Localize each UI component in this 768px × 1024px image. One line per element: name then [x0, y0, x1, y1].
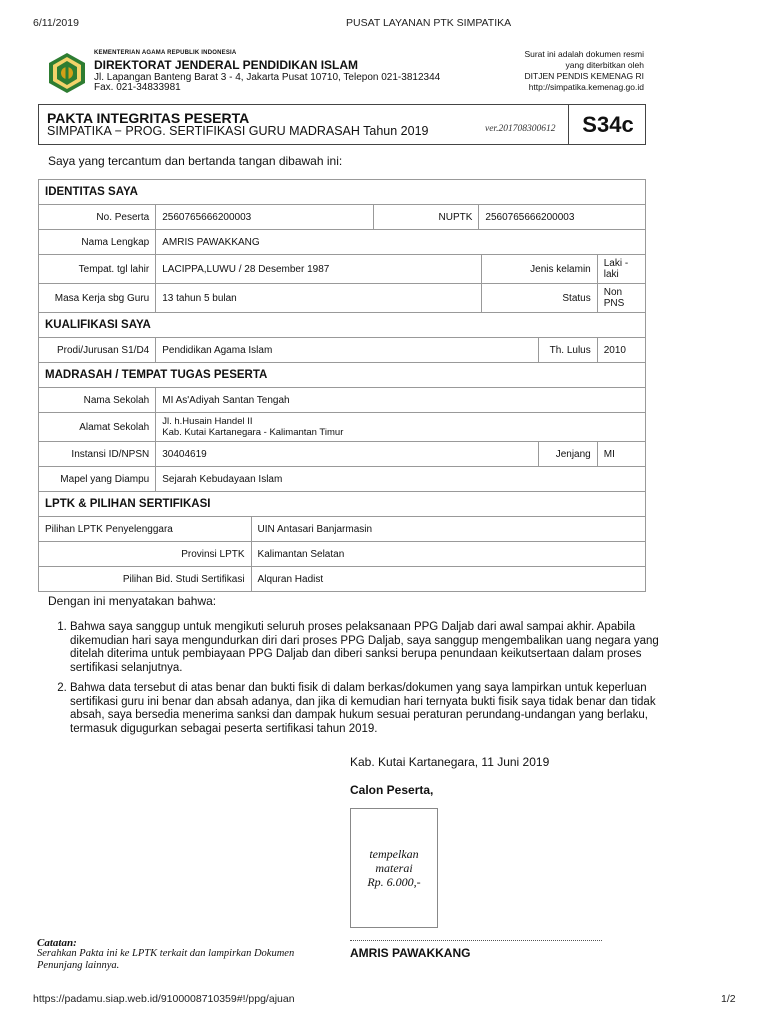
table-row: [39, 542, 646, 567]
note-line: DITJEN PENDIS KEMENAG RI: [524, 71, 644, 81]
statement-list: [55, 621, 660, 743]
value-jenis-kelamin: Laki - laki: [597, 255, 645, 284]
value-th-lulus: 2010: [597, 338, 645, 363]
signature-line: [350, 940, 602, 941]
section-row: [39, 363, 646, 388]
value-nama: AMRIS PAWAKKANG: [156, 230, 646, 255]
document-subtitle: SIMPATIKA − PROG. SERTIFIKASI GURU MADRASAH Tahun 2019: [47, 124, 429, 138]
signer-caption: Calon Peserta,: [350, 783, 434, 797]
section-row: [39, 180, 646, 205]
value-no-peserta: 2560765666200003: [156, 205, 374, 230]
table-row: [39, 284, 646, 313]
intro-text: Saya yang tercantum dan bertanda tangan dibawah ini:: [48, 154, 343, 168]
place-date: Kab. Kutai Kartanegara, 11 Juni 2019: [350, 755, 550, 769]
table-row: [39, 338, 646, 363]
alamat-line-2: Kab. Kutai Kartanegara - Kalimantan Timur: [162, 427, 344, 438]
value-prodi: Pendidikan Agama Islam: [156, 338, 538, 363]
value-lptk: UIN Antasari Banjarmasin: [251, 517, 645, 542]
value-masa-kerja: 13 tahun 5 bulan: [156, 284, 481, 313]
value-provinsi: Kalimantan Selatan: [251, 542, 645, 567]
alamat-line-1: Jl. h.Husain Handel II: [162, 416, 253, 427]
note-line: http://simpatika.kemenag.go.id: [528, 82, 644, 92]
section-row: [39, 492, 646, 517]
value-status: Non PNS: [597, 284, 645, 313]
label-status: Status: [481, 284, 597, 313]
notes-title: Catatan:: [37, 937, 77, 949]
note-line: yang diterbitkan oleh: [565, 60, 644, 70]
table-row: [39, 413, 646, 442]
table-row: [39, 442, 646, 467]
participant-data-table: [38, 179, 646, 592]
value-nama-sekolah: MI As'Adiyah Santan Tengah: [156, 388, 646, 413]
section-kualifikasi: KUALIFIKASI SAYA: [39, 313, 646, 338]
section-madrasah: MADRASAH / TEMPAT TUGAS PESERTA: [39, 363, 646, 388]
label-mapel: Mapel yang Diampu: [39, 467, 156, 492]
table-row: [39, 517, 646, 542]
statement-point: 1. Bahwa saya sanggup untuk mengikuti seluruh proses pelaksanaan PPG Daljab dari awal sampai akhir. Apabila dikemudian hari saya mengundurkan diri dari proses PPG Daljab, saya sanggup mengembalikan uang negara yang ditelah diterima untuk pembiayaan PPG Daljab dan diberi sanksi berupa penundaan keikutsertaan dalam proses sertifikasi selanjutnya.: [70, 621, 660, 675]
print-page-number: 1/2: [721, 993, 736, 1005]
address-line-1: Jl. Lapangan Banteng Barat 3 - 4, Jakarta Pusat 10710, Telepon 021-3812344: [94, 72, 441, 83]
value-mapel: Sejarah Kebudayaan Islam: [156, 467, 646, 492]
statement-intro: Dengan ini menyatakan bahwa:: [48, 594, 217, 608]
statement-point: 2. Bahwa data tersebut di atas benar dan bukti fisik di dalam berkas/dokumen yang saya lampirkan untuk keperluan sertifikasi guru ini benar dan absah adanya, dan jika di kemudian hari ternyata bukti fisik saya tidak benar dan tidak absah, saya bersedia menerima sanksi dan dampak hukum sesuai peraturan perundang-undangan yang berlaku, termasuk digugurkan sebagai peserta sertifikasi tahun 2019.: [70, 682, 660, 736]
document-version: ver.201708300612: [485, 124, 556, 134]
table-row: [39, 567, 646, 592]
label-jenis-kelamin: Jenis kelamin: [481, 255, 597, 284]
table-row: [39, 230, 646, 255]
stamp-placeholder: [350, 808, 438, 928]
table-row: [39, 467, 646, 492]
note-line: Surat ini adalah dokumen resmi: [524, 49, 644, 59]
label-bidang: Pilihan Bid. Studi Sertifikasi: [39, 567, 252, 592]
label-jenjang: Jenjang: [538, 442, 597, 467]
section-row: [39, 313, 646, 338]
label-npsn: Instansi ID/NPSN: [39, 442, 156, 467]
label-nuptk: NUPTK: [374, 205, 479, 230]
label-ttl: Tempat. tgl lahir: [39, 255, 156, 284]
address-line-2: Fax. 021-34833981: [94, 82, 181, 93]
print-url: https://padamu.siap.web.id/9100008710359#!/ppg/ajuan: [33, 993, 295, 1005]
directorate-name: DIREKTORAT JENDERAL PENDIDIKAN ISLAM: [94, 58, 359, 72]
notes-text: Serahkan Pakta ini ke LPTK terkait dan lampirkan Dokumen Penunjang lainnya.: [37, 948, 295, 971]
kemenag-logo-icon: [46, 52, 88, 94]
value-bidang: Alquran Hadist: [251, 567, 645, 592]
label-lptk: Pilihan LPTK Penyelenggara: [39, 517, 252, 542]
label-prodi: Prodi/Jurusan S1/D4: [39, 338, 156, 363]
document-code: S34c: [568, 105, 647, 144]
label-masa-kerja: Masa Kerja sbg Guru: [39, 284, 156, 313]
table-row: [39, 388, 646, 413]
label-th-lulus: Th. Lulus: [538, 338, 597, 363]
value-alamat-sekolah: [156, 413, 646, 442]
value-ttl: LACIPPA,LUWU / 28 Desember 1987: [156, 255, 481, 284]
section-lptk: LPTK & PILIHAN SERTIFIKASI: [39, 492, 646, 517]
label-provinsi: Provinsi LPTK: [39, 542, 252, 567]
label-alamat-sekolah: Alamat Sekolah: [39, 413, 156, 442]
official-document-note: [524, 49, 644, 93]
section-identitas: IDENTITAS SAYA: [39, 180, 646, 205]
value-nuptk: 2560765666200003: [479, 205, 646, 230]
value-jenjang: MI: [597, 442, 645, 467]
table-row: [39, 255, 646, 284]
document-title-box: [38, 104, 646, 145]
signer-name: AMRIS PAWAKKANG: [350, 946, 471, 960]
document-title: PAKTA INTEGRITAS PESERTA: [47, 110, 250, 126]
value-npsn: 30404619: [156, 442, 538, 467]
label-no-peserta: No. Peserta: [39, 205, 156, 230]
label-nama: Nama Lengkap: [39, 230, 156, 255]
print-date: 6/11/2019: [33, 17, 79, 29]
label-nama-sekolah: Nama Sekolah: [39, 388, 156, 413]
ministry-name: KEMENTERIAN AGAMA REPUBLIK INDONESIA: [94, 50, 237, 56]
stamp-line: Rp. 6.000,-: [367, 875, 421, 889]
print-title: PUSAT LAYANAN PTK SIMPATIKA: [346, 17, 512, 29]
table-row: [39, 205, 646, 230]
stamp-line: tempelkan: [369, 847, 419, 861]
stamp-line: materai: [375, 861, 413, 875]
